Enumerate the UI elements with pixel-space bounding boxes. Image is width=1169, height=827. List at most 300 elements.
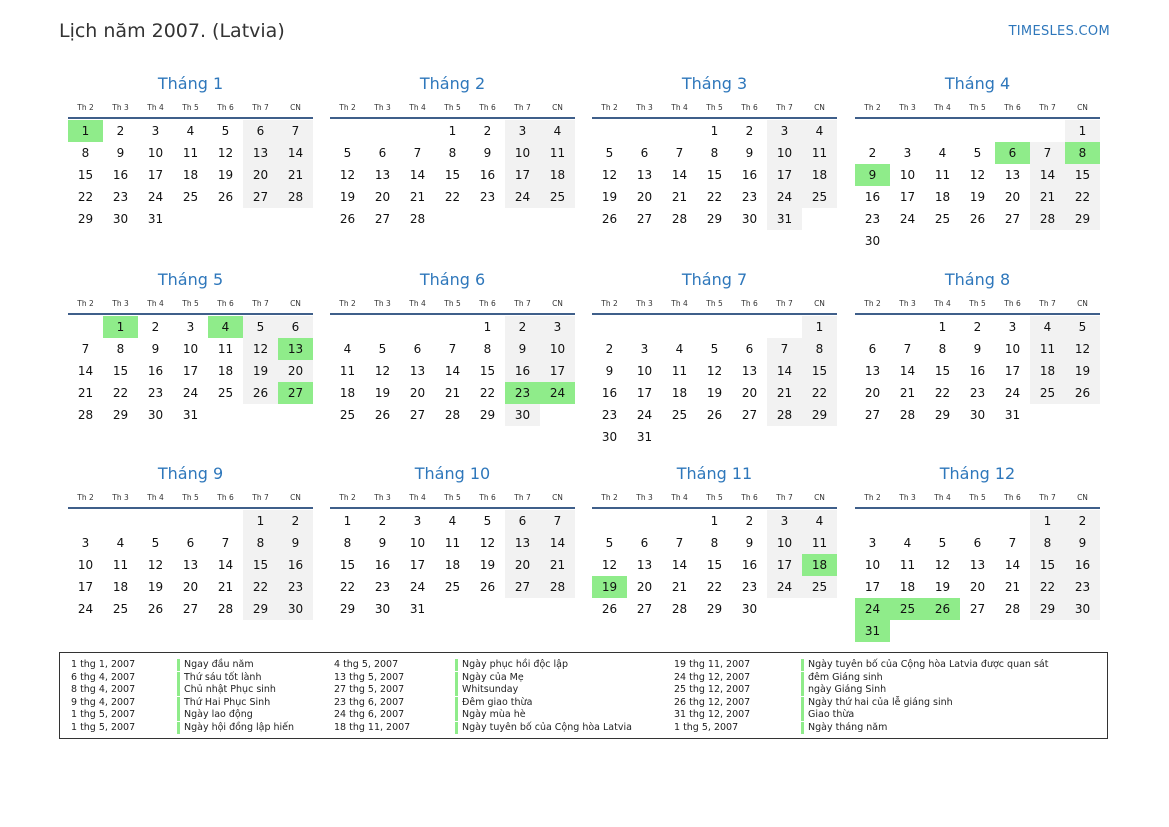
weekday-label: Th 4 (934, 103, 951, 112)
day-cell: 21 (899, 386, 916, 400)
day-cell: 2 (745, 124, 754, 138)
month-name: Tháng 4 (944, 74, 1011, 93)
day-cell: 12 (934, 558, 951, 572)
day-cell: 9 (605, 364, 614, 378)
day-cell: 26 (479, 580, 496, 594)
weekday-label: Th 3 (636, 493, 653, 502)
day-cell: 10 (767, 532, 802, 554)
day-cell: 3 (903, 146, 912, 160)
day-cell: 15 (706, 168, 723, 182)
day-cell: 11 (802, 532, 837, 554)
day-cell: 16 (864, 190, 881, 204)
weekday-label: Th 4 (671, 493, 688, 502)
day-cell: 14 (444, 364, 461, 378)
day-cell: 29 (243, 598, 278, 620)
day-cell: 28 (767, 404, 802, 426)
day-cell: 26 (706, 408, 723, 422)
day-cell: 12 (217, 146, 234, 160)
legend-date: 1 thg 5, 2007 (674, 722, 739, 733)
weekday-label: CN (814, 493, 825, 502)
day-cell: 25 (802, 186, 837, 208)
weekday-header (855, 493, 1100, 503)
day-cell: 6 (378, 146, 387, 160)
day-cell: 11 (444, 536, 461, 550)
month-name: Tháng 9 (157, 464, 224, 483)
day-cell: 22 (339, 580, 356, 594)
month-divider (68, 313, 313, 315)
day-cell: 7 (675, 146, 684, 160)
day-cell: 21 (671, 580, 688, 594)
weekday-label: Th 4 (671, 299, 688, 308)
day-cell: 21 (1030, 186, 1065, 208)
day-cell: 27 (741, 408, 758, 422)
day-cell: 17 (77, 580, 94, 594)
day-cell: 10 (864, 558, 881, 572)
day-cell: 18 (182, 168, 199, 182)
day-cell: 2 (483, 124, 492, 138)
weekday-label: Th 2 (864, 299, 881, 308)
day-cell: 7 (278, 120, 313, 142)
day-cell: 5 (710, 342, 719, 356)
day-cell: 15 (802, 360, 837, 382)
day-cell: 16 (505, 360, 540, 382)
day-cell: 16 (969, 364, 986, 378)
weekday-label: Th 6 (1004, 299, 1021, 308)
weekday-label: Th 7 (514, 103, 531, 112)
day-cell: 19 (243, 360, 278, 382)
weekday-header (855, 299, 1100, 309)
day-cell: 24 (505, 186, 540, 208)
day-cell: 6 (505, 510, 540, 532)
day-cell: 2 (151, 320, 160, 334)
day-cell: 3 (81, 536, 90, 550)
day-cell: 27 (636, 602, 653, 616)
weekday-label: Th 2 (77, 299, 94, 308)
day-cell: 16 (1065, 554, 1100, 576)
day-cell: 20 (636, 190, 653, 204)
weekday-label: Th 7 (514, 299, 531, 308)
day-cell: 5 (151, 536, 160, 550)
day-cell: 2 (605, 342, 614, 356)
month-divider (855, 507, 1100, 509)
weekday-header (330, 299, 575, 309)
day-cell: 25 (217, 386, 234, 400)
holiday-day-cell: 13 (278, 338, 313, 360)
day-cell: 5 (378, 342, 387, 356)
day-cell: 5 (605, 146, 614, 160)
day-cell: 17 (540, 360, 575, 382)
day-cell: 9 (745, 146, 754, 160)
day-cell: 24 (636, 408, 653, 422)
day-cell: 7 (448, 342, 457, 356)
day-cell: 17 (864, 580, 881, 594)
day-cell: 8 (116, 342, 125, 356)
day-cell: 21 (540, 554, 575, 576)
day-cell: 17 (182, 364, 199, 378)
day-cell: 3 (413, 514, 422, 528)
day-cell: 28 (278, 186, 313, 208)
day-cell: 2 (868, 146, 877, 160)
legend-holiday-name: Whitsunday (455, 684, 518, 696)
day-cell: 19 (339, 190, 356, 204)
weekday-label: Th 7 (776, 493, 793, 502)
holiday-day-cell: 4 (208, 316, 243, 338)
day-cell: 24 (147, 190, 164, 204)
day-cell: 22 (1030, 576, 1065, 598)
legend-holiday-name: Ngày thứ hai của lễ giáng sinh (801, 697, 953, 709)
legend-holiday-name: Ngày mùa hè (455, 709, 526, 721)
weekday-label: Th 6 (1004, 103, 1021, 112)
weekday-label: Th 7 (776, 103, 793, 112)
weekday-label: Th 4 (934, 493, 951, 502)
legend-date: 1 thg 5, 2007 (71, 709, 136, 721)
weekday-label: Th 6 (1004, 493, 1021, 502)
day-cell: 6 (243, 120, 278, 142)
day-cell: 20 (636, 580, 653, 594)
weekday-label: Th 4 (147, 299, 164, 308)
day-cell: 13 (505, 532, 540, 554)
weekday-label: Th 5 (969, 299, 986, 308)
day-cell: 6 (868, 342, 877, 356)
legend-date: 8 thg 4, 2007 (71, 684, 136, 696)
day-cell: 9 (973, 342, 982, 356)
day-cell: 23 (147, 386, 164, 400)
day-cell: 18 (444, 558, 461, 572)
day-cell: 28 (1030, 208, 1065, 230)
weekday-label: CN (814, 299, 825, 308)
weekday-label: Th 6 (217, 493, 234, 502)
day-cell: 8 (1030, 532, 1065, 554)
weekday-label: Th 4 (934, 299, 951, 308)
day-cell: 28 (899, 408, 916, 422)
day-cell: 6 (640, 146, 649, 160)
day-cell: 13 (1004, 168, 1021, 182)
day-cell: 15 (112, 364, 129, 378)
day-cell: 25 (802, 576, 837, 598)
weekday-label: Th 7 (776, 299, 793, 308)
day-cell: 12 (147, 558, 164, 572)
weekday-header (855, 103, 1100, 113)
day-cell: 13 (864, 364, 881, 378)
day-cell: 9 (483, 146, 492, 160)
holiday-day-cell: 26 (925, 598, 960, 620)
day-cell: 22 (802, 382, 837, 404)
day-cell: 28 (671, 212, 688, 226)
day-cell: 15 (444, 168, 461, 182)
day-cell: 15 (339, 558, 356, 572)
day-cell: 14 (671, 168, 688, 182)
weekday-label: Th 4 (409, 299, 426, 308)
day-cell: 30 (741, 212, 758, 226)
day-cell: 16 (741, 558, 758, 572)
legend-date: 31 thg 12, 2007 (674, 709, 751, 721)
day-cell: 26 (243, 382, 278, 404)
day-cell: 28 (217, 602, 234, 616)
day-cell: 31 (1004, 408, 1021, 422)
day-cell: 20 (409, 386, 426, 400)
legend-date: 18 thg 11, 2007 (334, 722, 411, 733)
weekday-label: Th 7 (252, 493, 269, 502)
day-cell: 12 (601, 558, 618, 572)
day-cell: 23 (374, 580, 391, 594)
weekday-label: CN (290, 103, 301, 112)
day-cell: 27 (409, 408, 426, 422)
month-name: Tháng 10 (414, 464, 491, 483)
day-cell: 25 (444, 580, 461, 594)
weekday-header (592, 493, 837, 503)
day-cell: 5 (221, 124, 230, 138)
day-cell: 10 (1004, 342, 1021, 356)
day-cell: 14 (1004, 558, 1021, 572)
day-cell: 4 (186, 124, 195, 138)
day-cell: 4 (1030, 316, 1065, 338)
month-divider (68, 507, 313, 509)
legend-date: 1 thg 1, 2007 (71, 659, 136, 670)
day-cell: 27 (1004, 212, 1021, 226)
legend-holiday-name: Ngày của Mẹ (455, 672, 524, 684)
holiday-day-cell: 31 (855, 620, 890, 642)
day-cell: 19 (147, 580, 164, 594)
weekday-label: Th 6 (479, 493, 496, 502)
legend-date: 13 thg 5, 2007 (334, 671, 405, 683)
legend-holiday-name: Giao thừa (801, 709, 854, 721)
weekday-label: Th 7 (1039, 493, 1056, 502)
legend-holiday-name: ngày Giáng Sinh (801, 684, 886, 696)
day-cell: 13 (741, 364, 758, 378)
holiday-day-cell: 24 (855, 598, 890, 620)
day-cell: 30 (601, 430, 618, 444)
day-cell: 24 (77, 602, 94, 616)
day-cell: 9 (378, 536, 387, 550)
day-cell: 20 (741, 386, 758, 400)
holiday-day-cell: 27 (278, 382, 313, 404)
weekday-label: Th 3 (374, 103, 391, 112)
day-cell: 30 (374, 602, 391, 616)
day-cell: 29 (706, 602, 723, 616)
legend-date: 24 thg 12, 2007 (674, 671, 751, 683)
day-cell: 19 (479, 558, 496, 572)
day-cell: 20 (182, 580, 199, 594)
day-cell: 30 (505, 404, 540, 426)
day-cell: 12 (339, 168, 356, 182)
day-cell: 11 (899, 558, 916, 572)
legend-date: 23 thg 6, 2007 (334, 696, 405, 708)
weekday-label: Th 2 (77, 493, 94, 502)
weekday-label: CN (1077, 103, 1088, 112)
weekday-label: Th 2 (339, 103, 356, 112)
legend-date: 19 thg 11, 2007 (674, 659, 751, 670)
day-cell: 23 (112, 190, 129, 204)
weekday-label: Th 7 (1039, 103, 1056, 112)
legend-date: 9 thg 4, 2007 (71, 696, 136, 708)
day-cell: 5 (343, 146, 352, 160)
day-cell: 14 (77, 364, 94, 378)
day-cell: 21 (77, 386, 94, 400)
day-cell: 24 (1004, 386, 1021, 400)
weekday-label: Th 4 (671, 103, 688, 112)
site-link[interactable]: TIMESLES.COM (1008, 24, 1110, 39)
day-cell: 20 (505, 554, 540, 576)
weekday-label: Th 5 (444, 103, 461, 112)
day-cell: 28 (1004, 602, 1021, 616)
weekday-label: Th 6 (741, 299, 758, 308)
weekday-label: Th 6 (217, 103, 234, 112)
day-cell: 28 (444, 408, 461, 422)
day-cell: 30 (112, 212, 129, 226)
holiday-day-cell: 6 (995, 142, 1030, 164)
day-cell: 18 (217, 364, 234, 378)
day-cell: 22 (112, 386, 129, 400)
legend-holiday-name: Đêm giao thừa (455, 697, 532, 709)
day-cell: 31 (409, 602, 426, 616)
weekday-label: Th 3 (112, 493, 129, 502)
day-cell: 4 (540, 120, 575, 142)
day-cell: 12 (601, 168, 618, 182)
day-cell: 4 (903, 536, 912, 550)
day-cell: 22 (706, 580, 723, 594)
weekday-label: Th 4 (409, 103, 426, 112)
day-cell: 6 (186, 536, 195, 550)
day-cell: 6 (745, 342, 754, 356)
day-cell: 28 (409, 212, 426, 226)
weekday-label: Th 5 (969, 493, 986, 502)
day-cell: 2 (278, 510, 313, 532)
day-cell: 23 (741, 580, 758, 594)
day-cell: 12 (479, 536, 496, 550)
day-cell: 27 (505, 576, 540, 598)
day-cell: 9 (151, 342, 160, 356)
day-cell: 16 (741, 168, 758, 182)
day-cell: 30 (1065, 598, 1100, 620)
weekday-header (68, 299, 313, 309)
day-cell: 25 (671, 408, 688, 422)
weekday-label: Th 2 (339, 493, 356, 502)
month-name: Tháng 1 (157, 74, 224, 93)
day-cell: 28 (77, 408, 94, 422)
legend-date: 27 thg 5, 2007 (334, 684, 405, 696)
day-cell: 23 (864, 212, 881, 226)
day-cell: 27 (969, 602, 986, 616)
day-cell: 20 (864, 386, 881, 400)
day-cell: 15 (77, 168, 94, 182)
day-cell: 23 (741, 190, 758, 204)
day-cell: 16 (112, 168, 129, 182)
legend-date: 26 thg 12, 2007 (674, 696, 751, 708)
day-cell: 1 (243, 510, 278, 532)
day-cell: 19 (969, 190, 986, 204)
day-cell: 18 (899, 580, 916, 594)
day-cell: 7 (81, 342, 90, 356)
day-cell: 17 (505, 164, 540, 186)
holiday-day-cell: 8 (1065, 142, 1100, 164)
day-cell: 30 (741, 602, 758, 616)
day-cell: 20 (1004, 190, 1021, 204)
day-cell: 13 (243, 142, 278, 164)
day-cell: 29 (934, 408, 951, 422)
day-cell: 19 (706, 386, 723, 400)
weekday-label: Th 5 (706, 299, 723, 308)
day-cell: 16 (278, 554, 313, 576)
weekday-header (330, 493, 575, 503)
day-cell: 12 (374, 364, 391, 378)
day-cell: 19 (601, 190, 618, 204)
legend-date: 1 thg 5, 2007 (71, 722, 136, 733)
day-cell: 26 (601, 602, 618, 616)
day-cell: 9 (278, 532, 313, 554)
month-divider (592, 117, 837, 119)
weekday-label: Th 2 (601, 103, 618, 112)
day-cell: 5 (973, 146, 982, 160)
day-cell: 10 (147, 146, 164, 160)
day-cell: 8 (81, 146, 90, 160)
legend-holiday-name: Thứ sáu tốt lành (177, 672, 261, 684)
weekday-label: Th 7 (252, 103, 269, 112)
day-cell: 25 (182, 190, 199, 204)
day-cell: 9 (1065, 532, 1100, 554)
weekday-label: CN (552, 299, 563, 308)
day-cell: 11 (339, 364, 356, 378)
day-cell: 8 (802, 338, 837, 360)
day-cell: 13 (636, 168, 653, 182)
day-cell: 29 (1030, 598, 1065, 620)
page-title: Lịch năm 2007. (Latvia) (59, 20, 285, 42)
day-cell: 27 (636, 212, 653, 226)
legend-holiday-name: đêm Giáng sinh (801, 672, 883, 684)
holiday-day-cell: 23 (505, 382, 540, 404)
day-cell: 18 (934, 190, 951, 204)
day-cell: 11 (802, 142, 837, 164)
day-cell: 1 (1030, 510, 1065, 532)
day-cell: 15 (934, 364, 951, 378)
day-cell: 26 (1065, 382, 1100, 404)
day-cell: 14 (409, 168, 426, 182)
month-name: Tháng 3 (681, 74, 748, 93)
day-cell: 9 (745, 536, 754, 550)
day-cell: 21 (217, 580, 234, 594)
weekday-label: Th 6 (217, 299, 234, 308)
day-cell: 22 (444, 190, 461, 204)
weekday-label: CN (290, 493, 301, 502)
weekday-label: Th 5 (969, 103, 986, 112)
weekday-header (68, 103, 313, 113)
day-cell: 7 (903, 342, 912, 356)
day-cell: 16 (147, 364, 164, 378)
day-cell: 28 (671, 602, 688, 616)
day-cell: 17 (636, 386, 653, 400)
day-cell: 3 (640, 342, 649, 356)
day-cell: 9 (505, 338, 540, 360)
weekday-header (592, 103, 837, 113)
day-cell: 18 (802, 164, 837, 186)
day-cell: 4 (448, 514, 457, 528)
day-cell: 10 (182, 342, 199, 356)
day-cell: 23 (969, 386, 986, 400)
day-cell: 12 (1065, 338, 1100, 360)
day-cell: 21 (444, 386, 461, 400)
weekday-label: Th 5 (444, 299, 461, 308)
day-cell: 26 (147, 602, 164, 616)
day-cell: 3 (540, 316, 575, 338)
weekday-label: CN (552, 493, 563, 502)
day-cell: 26 (601, 212, 618, 226)
day-cell: 13 (636, 558, 653, 572)
day-cell: 8 (710, 536, 719, 550)
day-cell: 5 (243, 316, 278, 338)
day-cell: 24 (409, 580, 426, 594)
day-cell: 14 (217, 558, 234, 572)
legend-holiday-name: Ngày tuyên bố của Cộng hòa Latvia được quan sát (801, 659, 1048, 671)
day-cell: 4 (938, 146, 947, 160)
